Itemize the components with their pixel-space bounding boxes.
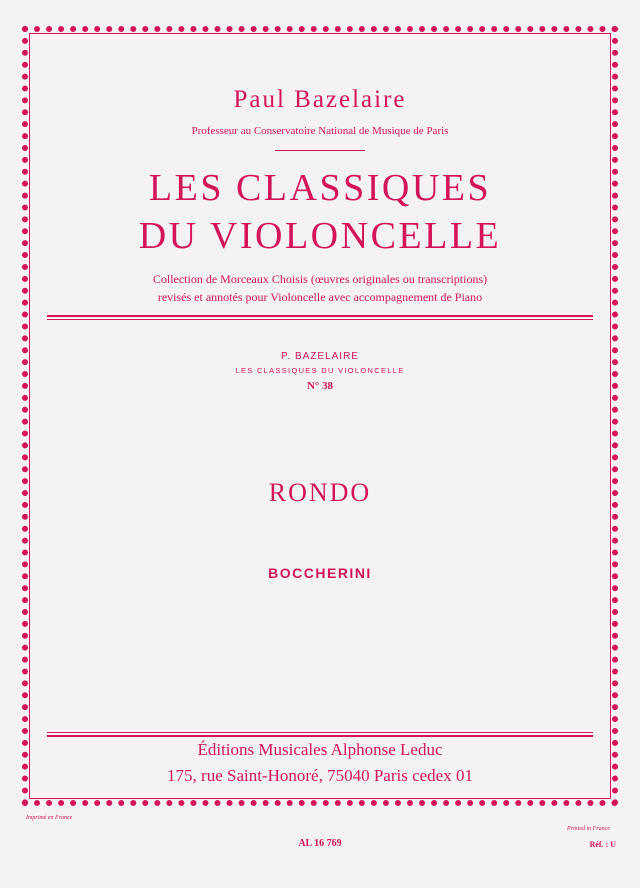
series-title-line-2: DU VIOLONCELLE <box>138 215 502 257</box>
author-title: Professeur au Conservatoire National de Musique de Paris <box>191 125 449 137</box>
collection-description-line-2: revisés et annotés pour Violoncelle avec accompagnement de Piano <box>157 290 483 304</box>
series-name: LES CLASSIQUES DU VIOLONCELLE <box>235 366 405 375</box>
catalog-number: AL 16 769 <box>298 838 342 849</box>
short-divider <box>275 150 365 151</box>
imprint-note: Imprimé en France <box>26 815 73 821</box>
publisher-address: 175, rue Saint-Honoré, 75040 Paris cedex 01 <box>167 766 473 785</box>
series-title-line-1: LES CLASSIQUES <box>148 167 492 209</box>
printed-note: Printed in France <box>567 826 610 832</box>
top-double-rule <box>47 315 593 320</box>
bottom-double-rule <box>47 732 593 737</box>
reference-code: Réf. : U <box>589 840 616 849</box>
series-number: N° 38 <box>306 380 334 392</box>
author-name: Paul Bazelaire <box>233 86 407 113</box>
piece-title: RONDO <box>268 478 372 507</box>
collection-description-line-1: Collection de Morceaux Choisis (œuvres originales ou transcriptions) <box>152 272 488 286</box>
composer-name: BOCCHERINI <box>268 565 372 581</box>
publisher-name: Éditions Musicales Alphonse Leduc <box>197 740 443 759</box>
inner-border-frame <box>29 33 611 799</box>
series-author: P. BAZELAIRE <box>281 351 359 362</box>
